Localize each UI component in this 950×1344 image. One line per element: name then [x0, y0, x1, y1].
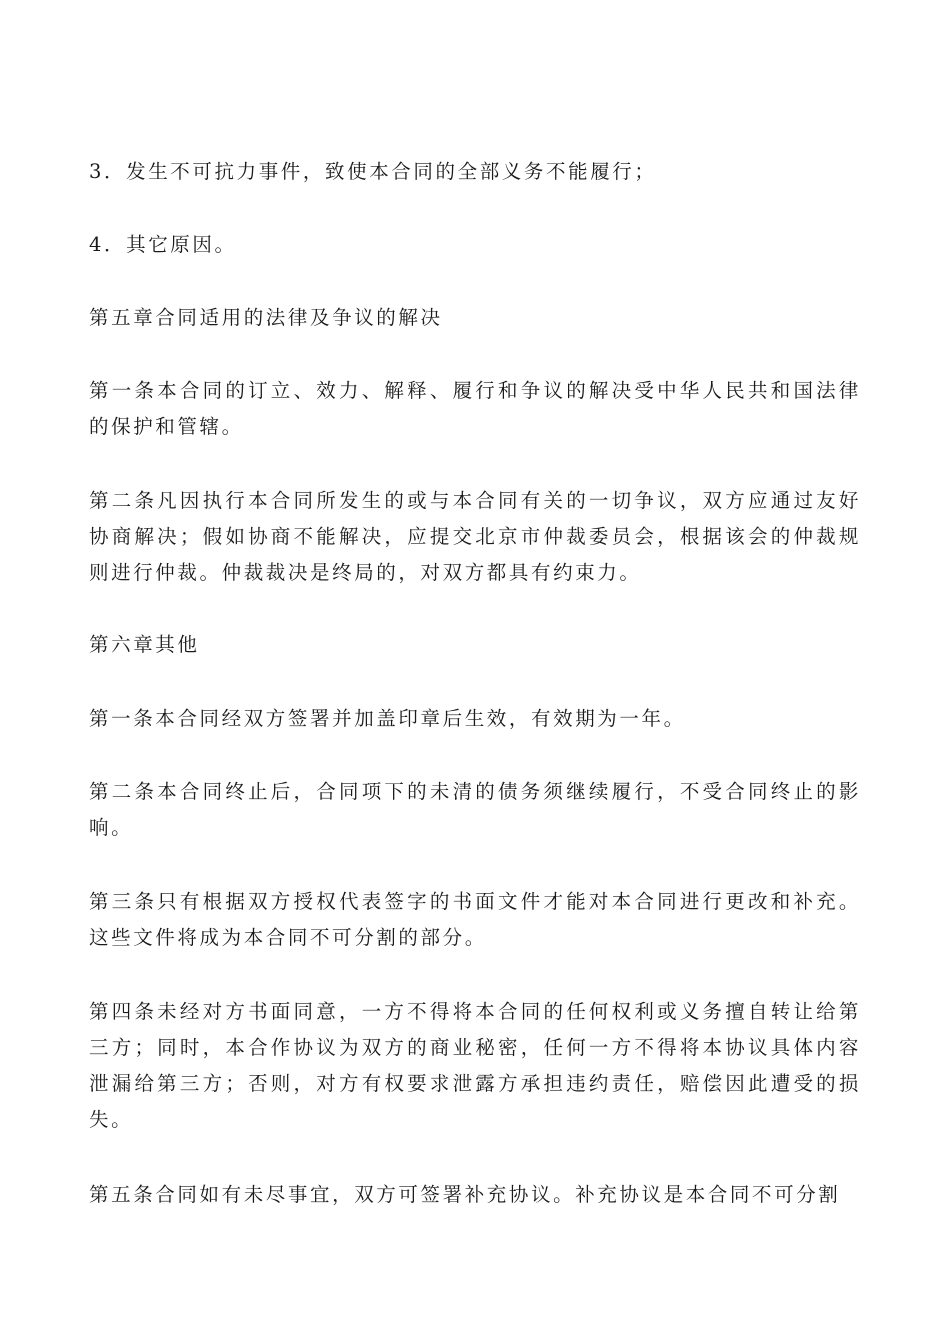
chapter-6-heading: 第六章其他 — [89, 633, 200, 656]
paragraph-ch5-article-1: 第一条本合同的订立、效力、解释、履行和争议的解决受中华人民共和国法律的保护和管辖。 — [89, 379, 861, 438]
paragraph-ch6-article-4: 第四条未经对方书面同意，一方不得将本合同的任何权利或义务擅自转让给第三方；同时，本合作协议为双方的商业秘密，任何一方不得将本协议具体内容泄漏给第三方；否则，对方有权要求泄露方承担违约责任，赔偿因此遭受的损失。 — [89, 1000, 861, 1131]
paragraph-clause-3: 3．发生不可抗力事件，致使本合同的全部义务不能履行； — [89, 160, 657, 183]
paragraph-ch5-article-2: 第二条凡因执行本合同所发生的或与本合同有关的一切争议，双方应通过友好协商解决；假如协商不能解决，应提交北京市仲裁委员会，根据该会的仲裁规则进行仲裁。仲裁裁决是终局的，对双方都具有约束力。 — [89, 489, 861, 584]
paragraph-ch6-article-5: 第五条合同如有未尽事宜，双方可签署补充协议。补充协议是本合同不可分割 — [89, 1183, 841, 1206]
paragraph-clause-4: 4．其它原因。 — [89, 233, 237, 256]
paragraph-ch6-article-1: 第一条本合同经双方签署并加盖印章后生效，有效期为一年。 — [89, 707, 686, 730]
paragraph-ch6-article-2: 第二条本合同终止后，合同项下的未清的债务须继续履行，不受合同终止的影响。 — [89, 780, 861, 839]
paragraph-ch6-article-3: 第三条只有根据双方授权代表签字的书面文件才能对本合同进行更改和补充。这些文件将成为本合同不可分割的部分。 — [89, 890, 861, 949]
chapter-5-heading: 第五章合同适用的法律及争议的解决 — [89, 306, 443, 329]
